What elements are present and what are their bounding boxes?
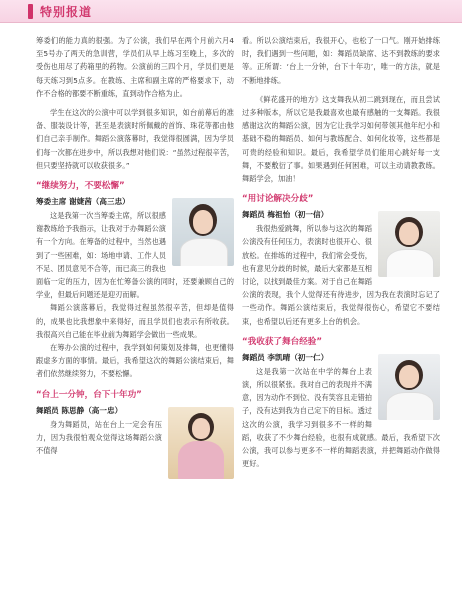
- page-header: [0, 0, 462, 26]
- intro-paragraph: 筹委们的能力真的很强。为了公演，我们早在两个月前六月4至5号办了两天的急训营，学员们从早上练习至晚上，多次的受伤也用尽了药箱里的药物。公演前的三四个月，学员们更是每天练习到5点多。在教练、主席和副主席的严格要求下，动作不合格的都要不断重练，直到动作合格为止。: [36, 36, 234, 98]
- left-column: [36, 34, 234, 479]
- header-accent-bar: [28, 4, 33, 19]
- photo-xie-jieqian: [172, 198, 234, 266]
- right-column: [242, 34, 440, 470]
- intro-paragraph: 《鲜花盛开的地方》这支舞我从初二跳到现在，而且尝试过多种版本，所以它是我最喜欢也最有感触的一支舞蹈。我很感谢这次的舞蹈公演，因为它让我学习如何带领其他年纪小和基础不稳的舞蹈员、如何与教练配合、如何化妆等，这些都是可贵的经验和知识。最后，我希望学员们能用心跳好每一支舞，不要敷衍了事。如果遇到任何困难，可以主动请教教练。舞蹈学会，加油！: [242, 94, 440, 184]
- intro-paragraph: 学生在这次的公演中可以学到很多知识，如台前幕后的准备、服装设计等，甚至是表演时所佩戴的首饰、珠花等都由他们自己亲手制作。舞蹈公演落幕时，我觉得很圆满，因为学员们每一次都在进步中，所以我想对他们说：“虽然过程很辛苦，但只要坚持就可以收获很多。”: [36, 108, 234, 170]
- article-paragraph: 身为舞蹈员，站在台上一定会有压力，因为我很怕观众觉得这场舞蹈公演不值得: [36, 419, 162, 456]
- byline: 舞蹈员 陈思静（高一忠）: [36, 405, 123, 415]
- byline: 筹委主席 谢婕茜（高三忠）: [36, 197, 130, 207]
- section-title: 特别报道: [40, 5, 93, 19]
- article-heading: “我收获了舞台经验”: [242, 336, 323, 347]
- intro-paragraph: 看。所以公演结束后，我很开心，也松了一口气。刚开始排练时，我们遇到一些问题，如：舞蹈员缺席、达不到教练的要求等。正所谓：‘台上一分钟，台下十年功’，唯一的方法，就是不断地排练。: [242, 36, 440, 85]
- article-paragraph: 我很热爱跳舞，所以参与这次的舞蹈公演没有任何压力，表演时也很开心、很放松。在排练的过程中，我们常会受伤，也有意见分歧的时候，最后大家都是互相讨论，以找到最佳方案。对于自己在舞蹈公演的表现，我个人觉得还有待进步，因为我在表演时忘记了一些动作。舞蹈公演结束后，我觉得很伤心，希望它不要结束，也希望以后还有更多上台的机会。: [242, 224, 440, 326]
- photo-mei-zuyi: [378, 211, 440, 277]
- photo-chen-sijing: [168, 407, 234, 479]
- article-heading: “用讨论解决分歧”: [242, 194, 314, 205]
- article-heading: “台上一分钟，台下十年功”: [36, 389, 142, 400]
- article-paragraph: 在筹办公演的过程中，我学到如何策划及排舞，也更懂得跟虚多方面的事情。最后，我希望这次的舞蹈公演结束后，舞者们依然继续努力，不要松懈。: [36, 343, 234, 379]
- byline: 舞蹈员 梅祖怡（初一信）: [242, 210, 329, 220]
- article-paragraph: 舞蹈公演落幕后，我觉得过程虽然很辛苦，但却是值得的，成果也比我想象中来得好，而且学员们也表示有所收获。我很高兴自己能在毕业前为舞蹈学会做出一些成果。: [36, 303, 234, 339]
- photo-li-kaiqing: [378, 354, 440, 420]
- article-heading: “继续努力，不要松懈”: [36, 181, 125, 192]
- article-paragraph: 这是我第一次站在中学的舞台上表演，所以很紧张。我对自己的表现并不满意，因为动作不到位、没有笑容且走错拍子，没有达到我为自己定下的目标。透过这次的公演，我学习到很多不一样的舞蹈，收获了不少舞台经验，也很有成就感。最后，我希望下次公演，我可以参与更多不一样的舞蹈表演，并把舞蹈动作做得更好。: [242, 366, 440, 469]
- article-paragraph: 这是我第一次当筹委主席，所以很感谢教练给予我指示，让我对于办舞蹈公演有一个方向。在筹备的过程中，当然也遇到了一些困难，如：场地申请、工作人员不足、团员意见不合等，而已高三的我也面临一定的压力，因为在忙筹备公演的同时，还要兼顾自己的学业，但最后问题还是迎刃而解。: [36, 211, 234, 300]
- byline: 舞蹈员 李凯晴（初一仁）: [242, 352, 329, 362]
